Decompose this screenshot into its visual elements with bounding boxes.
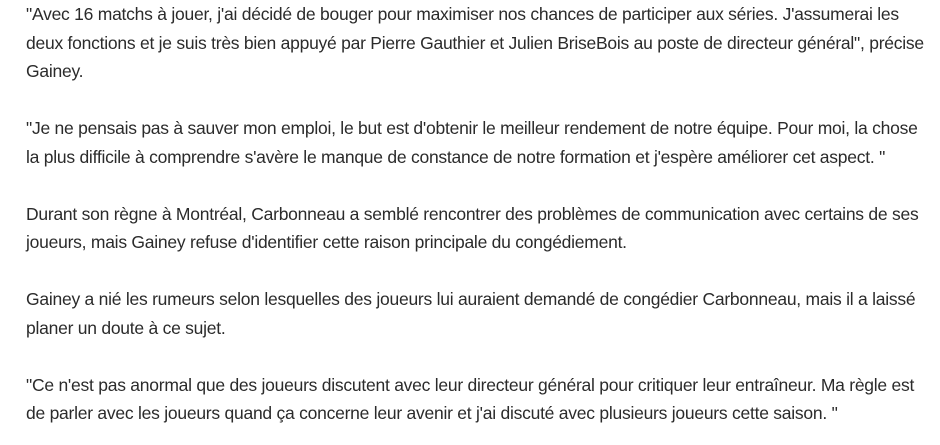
article-paragraph-communication: Durant son règne à Montréal, Carbonneau a semblé rencontrer des problèmes de communication avec certains de ses joueurs, mais Gainey refuse d'identifier cette raison principale du congédiement. (26, 203, 919, 252)
article-paragraph-quote-playoffs: "Avec 16 matchs à jouer, j'ai décidé de bouger pour maximiser nos chances de participer aux séries. J'assumerai les deux fonctions et je suis très bien appuyé par Pierre Gauthier et Julien BriseBois au poste de directeur général", précise Gainey. (26, 4, 924, 81)
article-paragraph-rumours: Gainey a nié les rumeurs selon lesquelles des joueurs lui auraient demandé de congédier Carbonneau, mais il a laissé planer un doute à ce sujet. (26, 289, 916, 338)
article-paragraph-quote-job: "Je ne pensais pas à sauver mon emploi, le but est d'obtenir le meilleur rendement de notre équipe. Pour moi, la chose la plus difficile à comprendre s'avère le manque de constance de notre formation et j'espère améliorer cet aspect. " (26, 118, 918, 167)
article-paragraph-quote-players: "Ce n'est pas anormal que des joueurs discutent avec leur directeur général pour critiquer leur entraîneur. Ma règle est de parler avec les joueurs quand ça concerne leur avenir et j'ai discuté avec plusieurs joueurs cette saison. " (26, 374, 915, 423)
article-body (26, 0, 932, 428)
